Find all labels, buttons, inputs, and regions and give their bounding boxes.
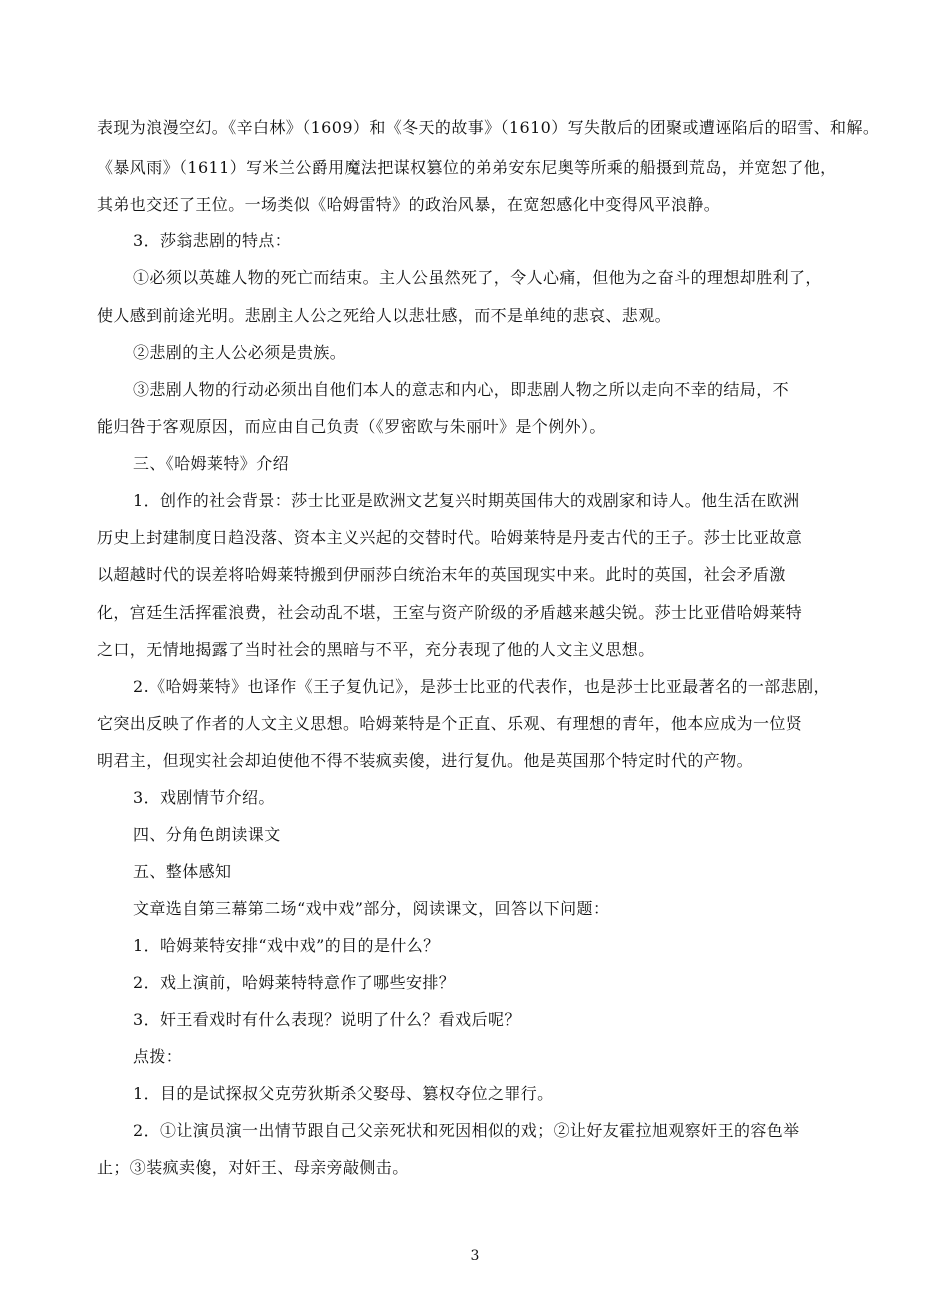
body-text-line: 化，宫廷生活挥霍浪费，社会动乱不堪，王室与资产阶级的矛盾越来越尖锐。莎士比亚借哈姆莱特 (97, 603, 803, 622)
body-text-line: ①必须以英雄人物的死亡而结束。主人公虽然死了，令人心痛，但他为之奋斗的理想却胜利了， (133, 268, 822, 287)
question-item: 1．哈姆莱特安排“戏中戏”的目的是什么？ (133, 936, 440, 955)
question-item: 3．奸王看戏时有什么表现？说明了什么？看戏后呢？ (133, 1010, 521, 1029)
hint-label: 点拨： (133, 1047, 183, 1066)
body-text-line: 1．创作的社会背景：莎士比亚是欧洲文艺复兴时期英国伟大的戏剧家和诗人。他生活在欧洲 (133, 491, 800, 510)
body-text-line: 表现为浪漫空幻。《辛白林》（1609）和《冬天的故事》（1610）写失散后的团聚或遭诬陷后的昭雪、和解。 (97, 118, 880, 137)
answer-item: 1．目的是试探叔父克劳狄斯杀父娶母、篡权夺位之罪行。 (133, 1084, 554, 1103)
body-text-line: 止；③装疯卖傻，对奸王、母亲旁敲侧击。 (97, 1158, 409, 1177)
body-text-line: ②悲剧的主人公必须是贵族。 (133, 343, 347, 362)
section-heading: 四、分角色朗读课文 (133, 825, 281, 844)
body-text-line: 明君主，但现实社会却迫使他不得不装疯卖傻，进行复仇。他是英国那个特定时代的产物。 (97, 751, 754, 770)
body-text-line: 能归咎于客观原因，而应由自己负责（《罗密欧与朱丽叶》是个例外）。 (97, 417, 606, 436)
answer-item: 2．①让演员演一出情节跟自己父亲死状和死因相似的戏；②让好友霍拉旭观察奸王的容色举 (133, 1121, 800, 1140)
body-text-line: 它突出反映了作者的人文主义思想。哈姆莱特是个正直、乐观、有理想的青年，他本应成为一位贤 (97, 714, 803, 733)
section-heading: 五、整体感知 (133, 862, 232, 881)
body-text-line: 3．戏剧情节介绍。 (133, 788, 275, 807)
body-text-line: 使人感到前途光明。悲剧主人公之死给人以悲壮感，而不是单纯的悲哀、悲观。 (97, 306, 672, 325)
section-heading: 三、《哈姆莱特》介绍 (133, 454, 290, 473)
body-text-line: 《暴风雨》（1611）写米兰公爵用魔法把谋权篡位的弟弟安东尼奥等所乘的船摄到荒岛，并宽恕了他， (97, 158, 837, 177)
body-text-line: 2.《哈姆莱特》也译作《王子复仇记》，是莎士比亚的代表作，也是莎士比亚最著名的一部悲剧， (133, 677, 830, 696)
page-number: 3 (470, 1248, 480, 1264)
body-text-line: 以超越时代的误差将哈姆莱特搬到伊丽莎白统治末年的英国现实中来。此时的英国，社会矛盾激 (97, 565, 786, 584)
body-text-line: 之口，无情地揭露了当时社会的黑暗与不平，充分表现了他的人文主义思想。 (97, 640, 655, 659)
body-text-line: 其弟也交还了王位。一场类似《哈姆雷特》的政治风暴，在宽恕感化中变得风平浪静。 (97, 195, 721, 214)
body-text-line: 文章选自第三幕第二场“戏中戏”部分，阅读课文，回答以下问题： (133, 899, 610, 918)
section-subheading: 3．莎翁悲剧的特点： (133, 231, 292, 250)
body-text-line: 历史上封建制度日趋没落、资本主义兴起的交替时代。哈姆莱特是丹麦古代的王子。莎士比亚故意 (97, 528, 803, 547)
body-text-line: ③悲剧人物的行动必须出自他们本人的意志和内心，即悲剧人物之所以走向不幸的结局，不 (133, 380, 790, 399)
question-item: 2．戏上演前，哈姆莱特特意作了哪些安排？ (133, 973, 456, 992)
